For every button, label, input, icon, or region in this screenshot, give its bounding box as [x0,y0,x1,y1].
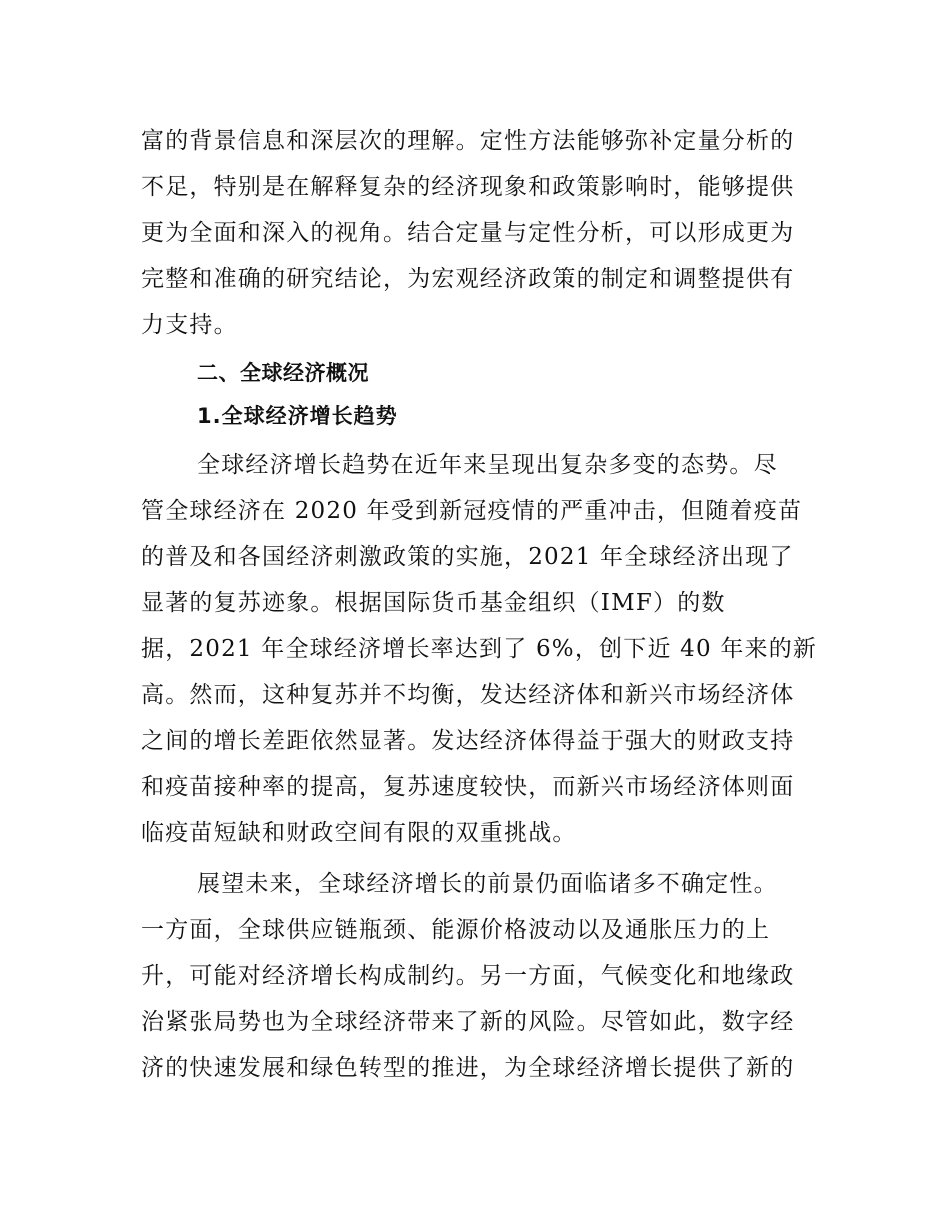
text-line: 济的快速发展和绿色转型的推进，为全球经济增长提供了新的 [141,1055,795,1081]
text-line: 展望未来，全球经济增长的前景仍面临诸多不确定性。 [197,871,778,897]
text-line: 完整和准确的研究结论，为宏观经济政策的制定和调整提供有 [141,266,795,292]
text-line: 和疫苗接种率的提高，复苏速度较快，而新兴市场经济体则面 [141,774,795,800]
text-line: 的普及和各国经济刺激政策的实施，2021 年全球经济出现了 [141,544,794,570]
text-line: 治紧张局势也为全球经济带来了新的风险。尽管如此，数字经 [141,1009,795,1035]
text-line: 显著的复苏迹象。根据国际货币基金组织（IMF）的数 [141,590,726,616]
document-body [141,118,818,1091]
paragraph-qualitative-methods [141,118,811,348]
text-line: 富的背景信息和深层次的理解。定性方法能够弥补定量分析的 [141,128,795,154]
text-line: 临疫苗短缺和财政空间有限的双重挑战。 [141,820,577,846]
subsection-heading: 1.全球经济增长趋势 [197,404,398,428]
text-line: 一方面，全球供应链瓶颈、能源价格波动以及通胀压力的上 [141,917,771,943]
text-line: 之间的增长差距依然显著。发达经济体得益于强大的财政支持 [141,728,795,754]
text-line: 管全球经济在 2020 年受到新冠疫情的严重冲击，但随着疫苗 [141,498,803,524]
text-line: 全球经济增长趋势在近年来呈现出复杂多变的态势。尽 [197,452,778,478]
paragraph-global-growth-trend [141,442,818,856]
text-line: 据，2021 年全球经济增长率达到了 6%，创下近 40 年来的新 [141,636,818,662]
paragraph-outlook [141,861,811,1091]
section-heading: 二、全球经济概况 [197,361,369,385]
text-line: 不足，特别是在解释复杂的经济现象和政策影响时，能够提供 [141,174,795,200]
text-line: 高。然而，这种复苏并不均衡，发达经济体和新兴市场经济体 [141,682,795,708]
text-line: 力支持。 [141,312,238,338]
text-line: 更为全面和深入的视角。结合定量与定性分析，可以形成更为 [141,220,795,246]
text-line: 升，可能对经济增长构成制约。另一方面，气候变化和地缘政 [141,963,795,989]
